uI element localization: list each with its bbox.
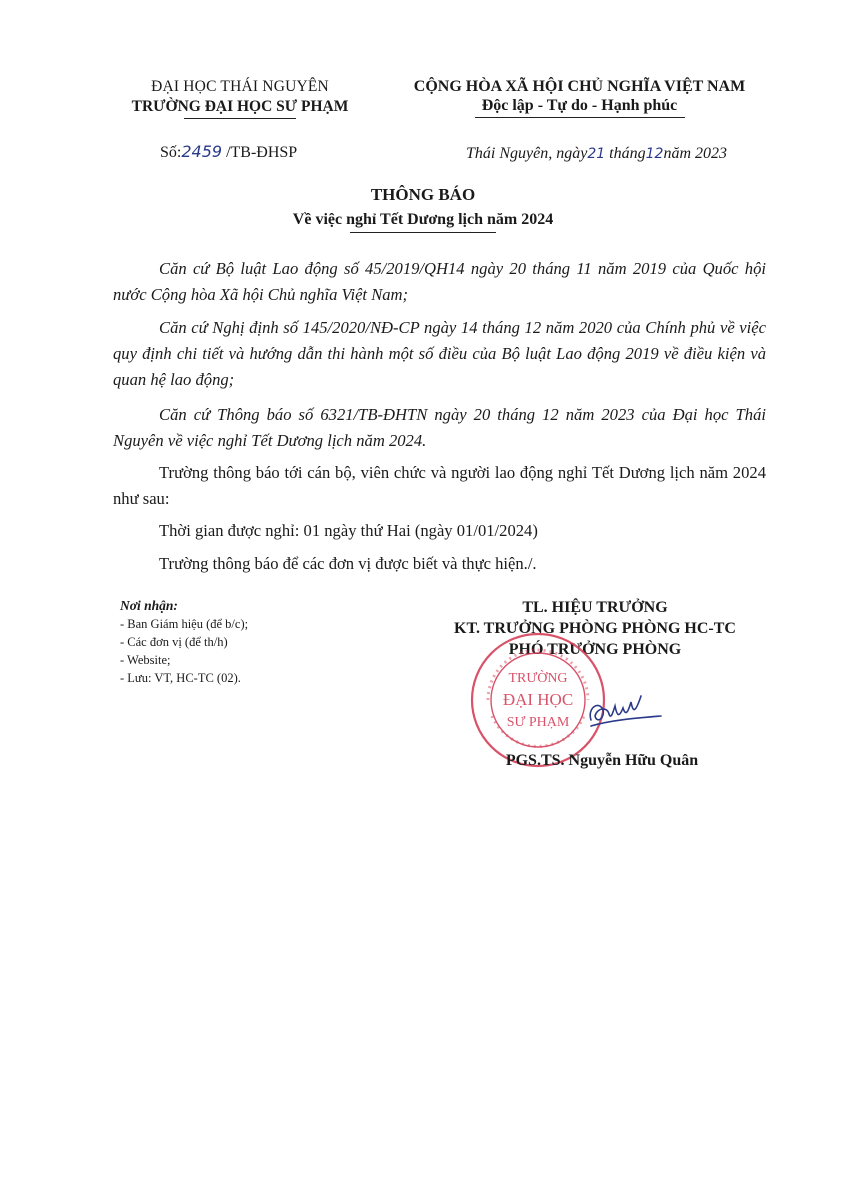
stamp-text-line2: ĐẠI HỌC	[502, 690, 574, 709]
year-label: năm 2023	[663, 145, 727, 162]
doc-number-suffix: /TB-ĐHSP	[222, 144, 298, 161]
paragraph-text: Trường thông báo tới cán bộ, viên chức và người lao động nghỉ Tết Dương lịch năm 2024 như sau:	[113, 463, 766, 508]
recipient-item: - Các đơn vị (để th/h)	[120, 635, 228, 649]
place-and-date	[466, 145, 727, 163]
paragraph-legal-basis-1	[113, 256, 766, 308]
month-label: tháng	[605, 145, 646, 162]
paragraph-holiday-time	[113, 518, 766, 544]
stamp-text-line1: TRƯỜNG	[508, 671, 568, 686]
paragraph-legal-basis-3	[113, 402, 766, 454]
signature-title-1: TL. HIỆU TRƯỞNG	[522, 599, 668, 616]
motto-underline	[475, 117, 685, 118]
document-subtitle: Về việc nghỉ Tết Dương lịch năm 2024	[292, 211, 554, 228]
paragraph-text: Thời gian được nghỉ: 01 ngày thứ Hai (ngày 01/01/2024)	[159, 521, 538, 540]
signature-title-2: KT. TRƯỞNG PHÒNG PHÒNG HC-TC	[454, 620, 736, 637]
paragraph-closing	[113, 551, 766, 577]
recipient-item: - Website;	[120, 653, 171, 667]
paragraph-text: Trường thông báo để các đơn vị được biết và thực hiện./.	[159, 554, 537, 573]
signature-title-3: PHÓ TRƯỞNG PHÒNG	[508, 641, 682, 658]
document-title: THÔNG BÁO	[370, 185, 476, 204]
school-name: TRƯỜNG ĐẠI HỌC SƯ PHẠM	[131, 98, 349, 115]
paragraph-text: Căn cứ Bộ luật Lao động số 45/2019/QH14 ngày 20 tháng 11 năm 2019 của Quốc hội nước Cộng hòa Xã hội Chủ nghĩa Việt Nam;	[113, 259, 766, 304]
paragraph-legal-basis-2	[113, 315, 766, 393]
place-label: Thái Nguyên, ngày	[466, 145, 588, 162]
doc-number-handwritten: 2459	[181, 142, 223, 161]
day-handwritten: 21	[587, 146, 606, 162]
stamp-text-line3: SƯ PHẠM	[506, 715, 570, 730]
issuing-organization	[105, 78, 375, 119]
paragraph-text: Căn cứ Thông báo số 6321/TB-ĐHTN ngày 20 tháng 12 năm 2023 của Đại học Thái Nguyên về việc nghỉ Tết Dương lịch năm 2024.	[113, 405, 766, 450]
handwritten-signature	[585, 690, 665, 735]
paragraph-text: Căn cứ Nghị định số 145/2020/NĐ-CP ngày 14 tháng 12 năm 2020 của Chính phủ về việc quy định chi tiết và hướng dẫn thi hành một số điều của Bộ luật Lao động 2019 về điều kiện và quan hệ lao động;	[113, 318, 766, 389]
motto: Độc lập - Tự do - Hạnh phúc	[481, 97, 678, 114]
paragraph-announcement	[113, 460, 766, 512]
doc-number-prefix: Số:	[160, 144, 182, 161]
national-motto	[392, 78, 767, 118]
recipient-item: - Ban Giám hiệu (để b/c);	[120, 617, 249, 631]
document-number	[160, 142, 297, 162]
recipients-heading: Nơi nhận:	[120, 598, 178, 613]
recipient-item: - Lưu: VT, HC-TC (02).	[120, 671, 241, 685]
signer-name: PGS.TS. Nguyễn Hữu Quân	[505, 752, 699, 769]
recipients-block	[120, 597, 400, 687]
country-name: CỘNG HÒA XÃ HỘI CHỦ NGHĨA VIỆT NAM	[413, 78, 746, 95]
subtitle-underline	[350, 232, 496, 233]
header-left-underline	[184, 118, 296, 119]
parent-organization: ĐẠI HỌC THÁI NGUYÊN	[151, 78, 329, 95]
month-handwritten: 12	[645, 146, 664, 162]
